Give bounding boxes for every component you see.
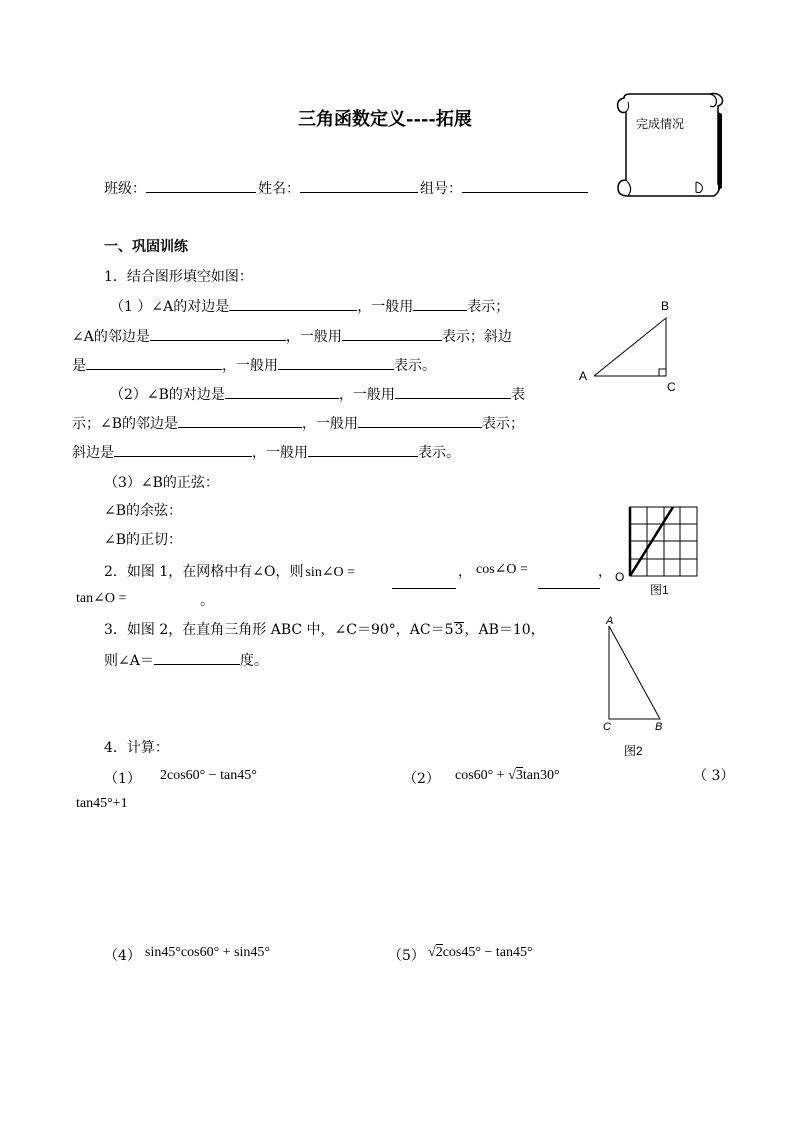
q1-p1-line3	[72, 355, 436, 375]
q1-text: （1 ）∠A的对边是	[110, 299, 230, 315]
q1-p3-line1: （3）∠B的正弦：	[104, 475, 219, 491]
q1-text: 是	[72, 358, 86, 374]
expr-5-number: （5）	[388, 948, 425, 964]
triangle-outline	[609, 626, 660, 719]
answer-blank[interactable]	[154, 650, 240, 665]
q3-text: 3．如图 2，在直角三角形 ABC 中，∠C＝90°，AC＝5	[104, 622, 454, 638]
answer-blank[interactable]	[86, 355, 222, 370]
expr-1-number: （1）	[104, 771, 141, 787]
q1-text: ，一般用	[302, 416, 359, 432]
q3-line2	[104, 650, 268, 670]
name-label: 姓名：	[258, 181, 300, 197]
expr-3: tan45°+1	[76, 796, 128, 811]
right-angle-mark	[659, 369, 666, 376]
page-title: 三角函数定义----拓展	[298, 109, 472, 130]
figure-2-caption: 图2	[624, 744, 643, 758]
vertex-label-c: C	[667, 380, 676, 394]
answer-blank[interactable]	[229, 296, 357, 311]
q2-line1	[104, 561, 355, 581]
q4-intro: 4．计算：	[104, 740, 169, 756]
expr-4: sin45°cos60° + sin45°	[145, 945, 271, 960]
section-heading: 一、巩固训练	[104, 239, 188, 255]
q1-text: ，一般用	[357, 299, 414, 315]
q3-text: 度。	[239, 653, 268, 669]
answer-blank[interactable]	[342, 326, 442, 341]
expr-2-number: （2）	[403, 771, 440, 787]
scroll-label: 完成情况	[636, 117, 685, 131]
q2-text: 2．如图 1，在网格中有∠O，则	[104, 564, 304, 580]
q1-text: 示；∠B的邻边是	[72, 416, 179, 432]
q1-text: ，一般用	[338, 387, 395, 403]
q1-text: （2）∠B的对边是	[110, 387, 225, 403]
q1-text: 表	[510, 387, 525, 403]
q1-text: ∠A的邻边是	[72, 329, 150, 345]
expr-3-number: （ 3）	[693, 768, 735, 784]
q1-text: 表示。	[394, 358, 436, 374]
sqrt-argument: 3	[515, 768, 523, 783]
q2-end: 。	[200, 593, 214, 609]
q1-p2-line1	[110, 384, 525, 404]
expr-5-part: cos45° − tan45°	[442, 945, 533, 960]
q1-text: ，一般用	[222, 358, 278, 374]
expr-2-part: cos60° +	[455, 768, 509, 783]
cos-expression: cos∠O =	[476, 562, 528, 577]
triangle-figure-2	[600, 618, 670, 726]
vertex-label-b: B	[661, 299, 670, 313]
q1-text: ，一般用	[252, 445, 308, 461]
answer-blank[interactable]	[358, 413, 482, 428]
answer-blank[interactable]	[114, 442, 252, 457]
answer-blank[interactable]	[225, 384, 339, 399]
expr-4-number: （4）	[104, 948, 141, 964]
vertex-label-b: B	[655, 721, 663, 733]
class-label: 班级：	[104, 181, 146, 197]
answer-blank[interactable]	[278, 355, 394, 370]
expr-2	[455, 768, 560, 784]
sqrt-sign: √	[508, 768, 516, 783]
q1-p2-line3	[72, 442, 460, 462]
answer-blank[interactable]	[395, 384, 511, 399]
q1-p1-line2	[72, 326, 512, 346]
q1-intro: 1．结合图形填空如图：	[104, 269, 253, 285]
vertex-label-a: A	[579, 369, 588, 383]
q3-text: ，AB＝10，	[464, 622, 545, 638]
class-field[interactable]	[146, 178, 256, 193]
q3-text: 则∠A＝	[104, 653, 154, 669]
grid-figure	[628, 506, 700, 578]
sin-expression: sin∠O =	[305, 565, 356, 580]
q2-separator: ，	[598, 564, 612, 580]
q1-p1-line1	[110, 296, 509, 316]
q2-separator: ，	[458, 564, 472, 580]
vertex-label-c: C	[603, 721, 611, 733]
scroll-icon	[610, 92, 728, 200]
cos-answer-blank[interactable]	[538, 574, 600, 589]
q1-text: 表示；	[467, 299, 510, 315]
expr-1: 2cos60° − tan45°	[160, 768, 257, 783]
sqrt-argument: 3	[454, 622, 464, 638]
group-label: 组号：	[420, 181, 462, 197]
q1-text: 表示；斜边	[441, 329, 512, 345]
tan-expression: tan∠O =	[76, 591, 127, 606]
vertex-label-a: A	[606, 615, 614, 627]
q1-text: 表示。	[418, 445, 460, 461]
answer-blank[interactable]	[413, 296, 467, 311]
expr-2-part: tan30°	[522, 768, 560, 783]
q1-text: ，一般用	[285, 329, 342, 345]
sin-answer-blank[interactable]	[392, 574, 456, 589]
q1-p2-line2	[72, 413, 524, 433]
q1-text: 斜边是	[72, 445, 114, 461]
q3-line1	[104, 619, 545, 639]
sqrt-sign: √	[428, 945, 436, 960]
answer-blank[interactable]	[308, 442, 418, 457]
answer-blank[interactable]	[178, 413, 302, 428]
answer-blank[interactable]	[150, 326, 286, 341]
origin-label: O	[615, 570, 625, 584]
q1-text: 表示；	[482, 416, 525, 432]
figure-1-caption: 图1	[650, 583, 669, 597]
sqrt-argument: 2	[435, 945, 443, 960]
triangle-outline	[594, 318, 666, 376]
q1-p3-line2: ∠B的余弦：	[104, 503, 183, 519]
expr-5	[428, 945, 533, 961]
header-row	[104, 178, 588, 198]
group-field[interactable]	[462, 178, 588, 193]
name-field[interactable]	[300, 178, 418, 193]
q1-p3-line3: ∠B的正切：	[104, 532, 183, 548]
